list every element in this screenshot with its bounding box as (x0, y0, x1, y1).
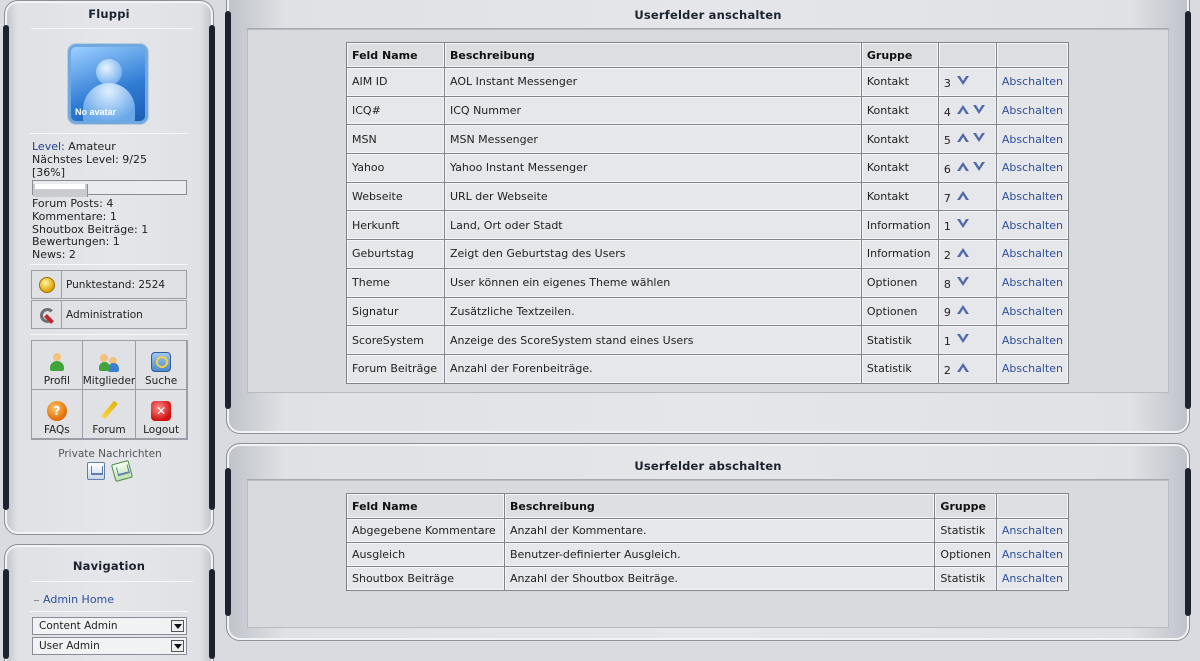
level-progress-bar (32, 180, 187, 195)
order-number: 2 (943, 248, 951, 262)
administration-link[interactable] (31, 300, 187, 329)
field-group: Kontakt (861, 125, 938, 154)
level-value: Amateur (68, 140, 116, 153)
disable-fields-table (346, 493, 1069, 591)
table-row (347, 297, 1069, 326)
avatar[interactable] (68, 44, 148, 124)
order-number: 8 (943, 277, 951, 291)
ratings-count: Bewertungen: 1 (32, 235, 120, 249)
order-cell (938, 211, 996, 240)
disable-field-link[interactable]: Abschalten (996, 326, 1068, 355)
field-name: ScoreSystem (347, 326, 445, 355)
field-description: Anzeige des ScoreSystem stand eines Users (444, 326, 861, 355)
field-description: Zusätzliche Textzeilen. (444, 297, 861, 326)
field-name: Webseite (347, 182, 445, 211)
table-row (347, 182, 1069, 211)
search-icon (151, 352, 171, 372)
admin-home-label: Admin Home (43, 593, 115, 606)
field-group: Information (861, 211, 938, 240)
pencil-icon (99, 401, 119, 421)
col-group: Gruppe (935, 494, 996, 519)
chevron-down-icon[interactable] (171, 640, 184, 652)
field-description: Yahoo Instant Messenger (444, 154, 861, 183)
field-group: Optionen (935, 543, 996, 567)
order-number: 9 (943, 306, 951, 320)
move-down-icon[interactable] (972, 161, 986, 173)
divider (30, 133, 188, 134)
menu-label: Logout (143, 424, 180, 436)
move-down-icon[interactable] (956, 276, 970, 288)
news-count: News: 2 (32, 248, 76, 262)
field-name: Herkunft (347, 211, 445, 240)
shoutbox-count: Shoutbox Beiträge: 1 (32, 222, 149, 236)
table-row (347, 154, 1069, 183)
menu-label: Suche (145, 375, 178, 387)
order-cell (938, 96, 996, 125)
user-icon (47, 352, 67, 372)
order-cell (938, 125, 996, 154)
move-down-icon[interactable] (972, 132, 986, 144)
table-row (347, 68, 1069, 97)
move-up-icon[interactable] (956, 190, 970, 202)
enable-fields-title: Userfelder anschalten (247, 1, 1169, 29)
field-name: Ausgleich (347, 543, 505, 567)
move-up-icon[interactable] (956, 362, 970, 374)
next-level: Nächstes Level: 9/25 (32, 152, 147, 166)
divider (30, 611, 188, 612)
order-number: 7 (943, 191, 951, 205)
field-description: MSN Messenger (444, 125, 861, 154)
send-message-icon[interactable] (111, 460, 133, 482)
table-row (347, 567, 1069, 591)
menu-faqs[interactable] (31, 389, 83, 439)
admin-home-link[interactable] (34, 593, 114, 606)
logout-icon: ✕ (151, 401, 171, 421)
order-number: 1 (943, 335, 951, 349)
divider (31, 581, 193, 582)
faq-icon: ? (47, 401, 67, 421)
field-group: Kontakt (861, 182, 938, 211)
table-row (347, 96, 1069, 125)
table-header-row (347, 494, 1069, 519)
avatar-label: No avatar (75, 107, 117, 117)
disable-field-link[interactable]: Abschalten (996, 96, 1068, 125)
users-icon (99, 352, 119, 372)
field-description: Zeigt den Geburtstag des Users (444, 240, 861, 269)
field-name: Signatur (347, 297, 445, 326)
user-counts (32, 198, 148, 262)
field-name: ICQ# (347, 96, 445, 125)
menu-label: Forum (92, 424, 126, 436)
order-number: 6 (943, 162, 951, 176)
order-cell (938, 354, 996, 383)
divider (31, 28, 193, 29)
move-down-icon[interactable] (972, 104, 986, 116)
move-up-icon[interactable] (956, 104, 970, 116)
points-label: Punktestand: 2524 (66, 278, 166, 291)
field-description: Benutzer-definierter Ausgleich. (504, 543, 934, 567)
disable-field-link[interactable]: Abschalten (996, 211, 1068, 240)
field-name: Yahoo (347, 154, 445, 183)
field-description: Land, Ort oder Stadt (444, 211, 861, 240)
move-up-icon[interactable] (956, 161, 970, 173)
level-info (32, 141, 192, 179)
col-group: Gruppe (861, 43, 938, 68)
disable-field-link[interactable]: Abschalten (996, 182, 1068, 211)
pm-icons (87, 462, 131, 480)
coin-icon (39, 277, 55, 293)
user-admin-select[interactable] (32, 637, 187, 655)
field-description: Anzahl der Shoutbox Beiträge. (504, 567, 934, 591)
content-admin-select[interactable] (32, 617, 187, 635)
divider (30, 334, 188, 335)
menu-label: Profil (43, 375, 70, 387)
disable-field-link[interactable]: Abschalten (996, 125, 1068, 154)
field-name: Forum Beiträge (347, 354, 445, 383)
table-header-row (347, 43, 1069, 68)
field-group: Optionen (861, 268, 938, 297)
disable-fields-title: Userfelder abschalten (247, 452, 1169, 480)
level-percent: [36%] (32, 165, 66, 179)
field-group: Kontakt (861, 154, 938, 183)
order-number: 5 (943, 134, 951, 148)
field-name: AIM ID (347, 68, 445, 97)
field-group: Statistik (935, 519, 996, 543)
field-name: Geburtstag (347, 240, 445, 269)
field-description: URL der Webseite (444, 182, 861, 211)
order-number: 1 (943, 220, 951, 234)
field-group: Information (861, 240, 938, 269)
col-field-name: Feld Name (347, 43, 445, 68)
field-description: User können ein eigenes Theme wählen (444, 268, 861, 297)
move-up-icon[interactable] (956, 132, 970, 144)
chevron-down-icon[interactable] (171, 620, 184, 632)
move-up-icon[interactable] (956, 247, 970, 259)
order-cell (938, 182, 996, 211)
field-group: Statistik (935, 567, 996, 591)
table-row (347, 211, 1069, 240)
enable-field-link[interactable]: Anschalten (996, 543, 1068, 567)
field-group: Statistik (861, 354, 938, 383)
disable-field-link[interactable]: Abschalten (996, 68, 1068, 97)
table-row (347, 354, 1069, 383)
disable-field-link[interactable]: Abschalten (996, 297, 1068, 326)
order-cell (938, 240, 996, 269)
col-description: Beschreibung (504, 494, 934, 519)
menu-mitglieder[interactable] (82, 340, 137, 390)
order-cell (938, 268, 996, 297)
col-field-name: Feld Name (347, 494, 505, 519)
field-description: AOL Instant Messenger (444, 68, 861, 97)
field-group: Optionen (861, 297, 938, 326)
disable-field-link[interactable]: Abschalten (996, 354, 1068, 383)
menu-logout[interactable] (135, 389, 187, 439)
table-row (347, 326, 1069, 355)
field-group: Kontakt (861, 68, 938, 97)
order-number: 3 (943, 76, 951, 90)
comments-count: Kommentare: 1 (32, 209, 117, 223)
order-cell (938, 154, 996, 183)
menu-label: FAQs (43, 424, 70, 436)
disable-field-link[interactable]: Abschalten (996, 154, 1068, 183)
private-messages-label: Private Nachrichten (58, 448, 162, 460)
field-description: Anzahl der Kommentare. (504, 519, 934, 543)
menu-suche[interactable] (135, 340, 187, 390)
user-menu-grid (31, 340, 188, 440)
level-key: Level: (32, 140, 65, 153)
table-row (347, 125, 1069, 154)
col-description: Beschreibung (444, 43, 861, 68)
divider (30, 264, 188, 265)
col-action (996, 43, 1068, 68)
table-row (347, 519, 1069, 543)
wrench-icon (38, 306, 56, 324)
field-name: Abgegebene Kommentare (347, 519, 505, 543)
order-cell (938, 297, 996, 326)
menu-profil[interactable] (31, 340, 83, 390)
order-number: 4 (943, 105, 951, 119)
field-group: Kontakt (861, 96, 938, 125)
field-name: Theme (347, 268, 445, 297)
field-description: ICQ Nummer (444, 96, 861, 125)
select-value: User Admin (39, 640, 100, 652)
disable-field-link[interactable]: Abschalten (996, 240, 1068, 269)
move-down-icon[interactable] (956, 333, 970, 345)
field-description: Anzahl der Forenbeiträge. (444, 354, 861, 383)
enable-field-link[interactable]: Anschalten (996, 567, 1068, 591)
inbox-icon[interactable] (87, 462, 105, 480)
enable-field-link[interactable]: Anschalten (996, 519, 1068, 543)
user-name: Fluppi (88, 7, 130, 21)
disable-field-link[interactable]: Abschalten (996, 268, 1068, 297)
select-value: Content Admin (39, 620, 118, 632)
navigation-title: Navigation (72, 559, 146, 573)
points-row (31, 270, 187, 299)
field-group: Statistik (861, 326, 938, 355)
table-row (347, 543, 1069, 567)
menu-forum[interactable] (82, 389, 137, 439)
move-down-icon[interactable] (956, 75, 970, 87)
col-order (938, 43, 996, 68)
table-row (347, 268, 1069, 297)
administration-label: Administration (66, 308, 143, 321)
field-name: MSN (347, 125, 445, 154)
order-cell (938, 68, 996, 97)
field-name: Shoutbox Beiträge (347, 567, 505, 591)
order-number: 2 (943, 363, 951, 377)
move-up-icon[interactable] (956, 304, 970, 316)
enable-fields-table (346, 42, 1069, 384)
col-action (996, 494, 1068, 519)
forum-posts: Forum Posts: 4 (32, 197, 114, 210)
move-down-icon[interactable] (956, 218, 970, 230)
table-row (347, 240, 1069, 269)
menu-label: Mitglieder (82, 375, 136, 387)
order-cell (938, 326, 996, 355)
